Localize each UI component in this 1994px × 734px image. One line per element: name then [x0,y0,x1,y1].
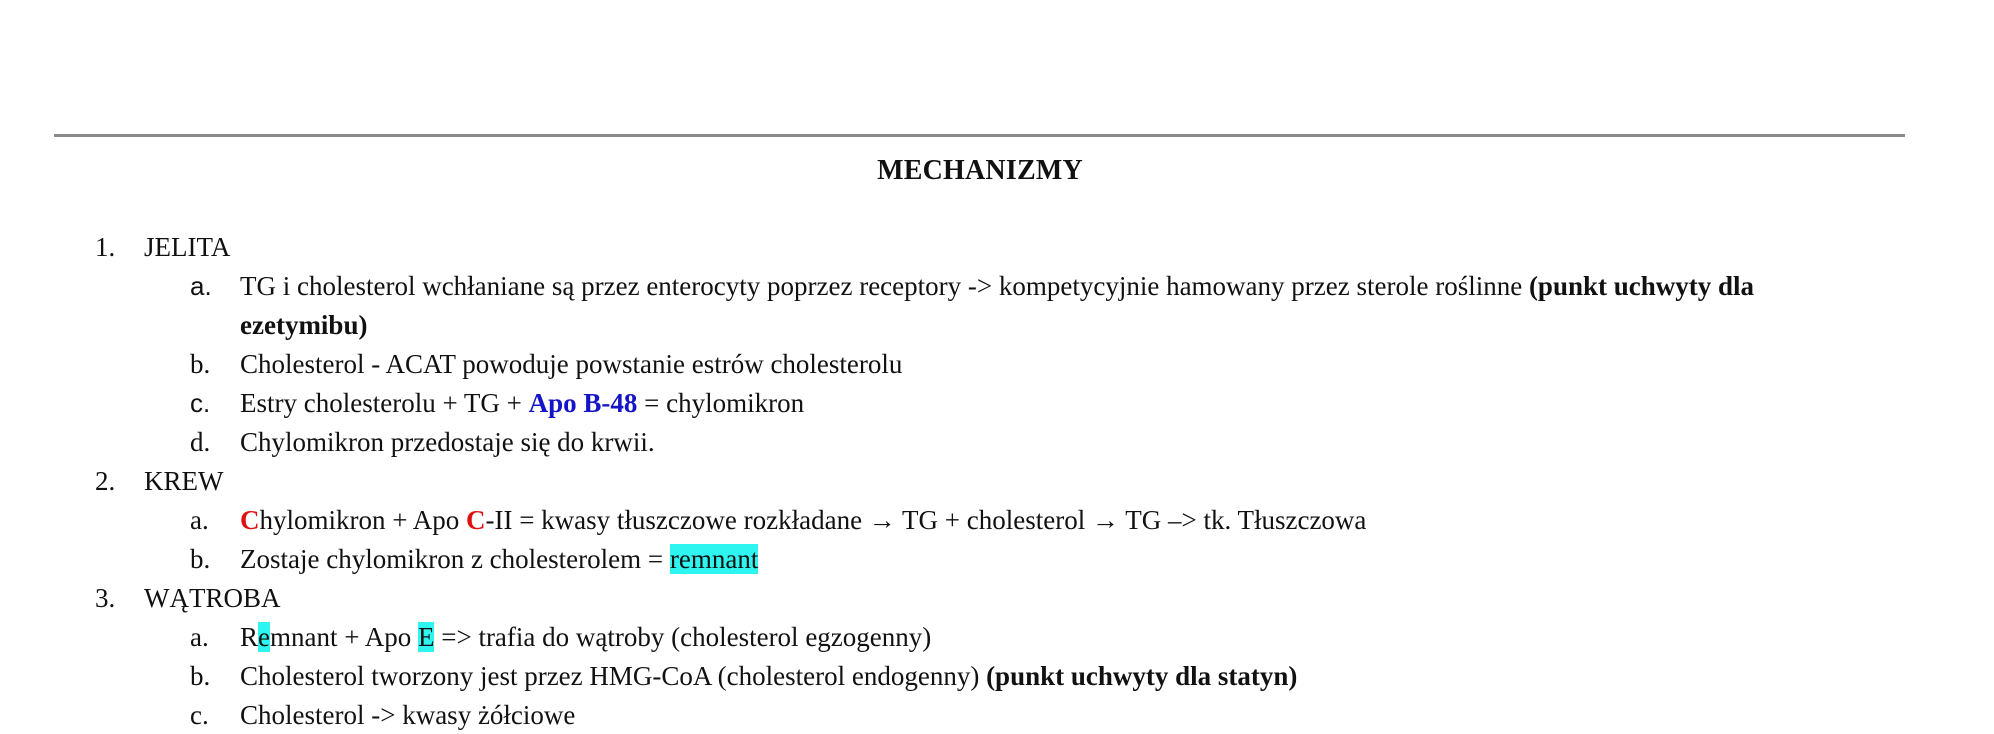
list-letter: b. [190,661,211,691]
text-run: TG i cholesterol wchłaniane są przez enterocyty poprzez receptory -> kompetycyjnie hamowany przez sterole roślinne [240,271,1529,301]
list-letter: c. [190,700,209,730]
list-letter: d. [190,427,211,457]
list-letter: a. [190,271,212,301]
list-item [0,267,1994,306]
list-number: 1. [95,232,116,262]
text-run: => trafia do wątroby (cholesterol egzogenny) [434,622,932,652]
list-item [0,618,1994,657]
list-letter: c. [190,388,211,418]
list-item-text: Cholesterol - ACAT powoduje powstanie estrów cholesterolu [240,349,903,379]
red-letter: C [240,505,260,535]
list-item-text [240,267,1754,306]
section-heading-krew: KREW [144,466,224,496]
bold-note: (punkt uchwyty dla [1528,271,1755,301]
list-number: 2. [95,466,116,496]
text-run: -II = kwasy tłuszczowe rozkładane → TG + cholesterol → TG –> tk. Tłuszczowa [485,505,1367,535]
list-item [0,384,1994,423]
list-item-text: Cholesterol -> kwasy żółciowe [240,700,576,730]
list-item-text: Chylomikron przedostaje się do krwii. [240,427,655,457]
list-item-text [240,501,1366,540]
list-item [0,540,1994,579]
text-run: Cholesterol tworzony jest przez HMG-CoA (cholesterol endogenny) [240,661,987,691]
text-run: = chylomikron [637,388,805,418]
list-item-text [240,306,367,345]
list-item-text [240,618,931,657]
list-letter: a. [190,505,209,535]
header-divider [54,134,1905,137]
text-run: hylomikron + Apo [259,505,466,535]
highlighted-term: e [258,622,270,652]
document-body [0,228,1994,734]
page-title: MECHANIZMY [877,155,1083,186]
list-item [0,423,1994,462]
list-number: 3. [95,583,116,613]
list-letter: b. [190,544,211,574]
list-item [0,462,1994,501]
list-item [0,579,1994,618]
highlighted-term: remnant [669,544,759,574]
list-item [0,657,1994,696]
text-run: Zostaje chylomikron z cholesterolem = [240,544,670,574]
red-letter: C [465,505,486,535]
list-item [0,228,1994,267]
text-run: Estry cholesterolu + TG + [240,388,529,418]
list-item-text [240,384,804,423]
section-heading-jelita: JELITA [144,232,231,262]
bold-note: (punkt uchwyty dla statyn) [986,661,1298,691]
list-item-continuation [0,306,1994,345]
list-letter: a. [190,622,209,652]
list-item [0,345,1994,384]
text-run: mnant + Apo [270,622,418,652]
list-item-text [240,540,758,579]
apo-b48-term: Apo B-48 [528,388,638,418]
bold-note: ezetymibu) [240,310,368,340]
list-item-text [240,657,1297,696]
list-letter: b. [190,349,211,379]
list-item [0,501,1994,540]
text-run: R [240,622,259,652]
list-item [0,696,1994,734]
highlighted-term: E [417,622,435,652]
section-heading-watroba: WĄTROBA [144,583,281,613]
